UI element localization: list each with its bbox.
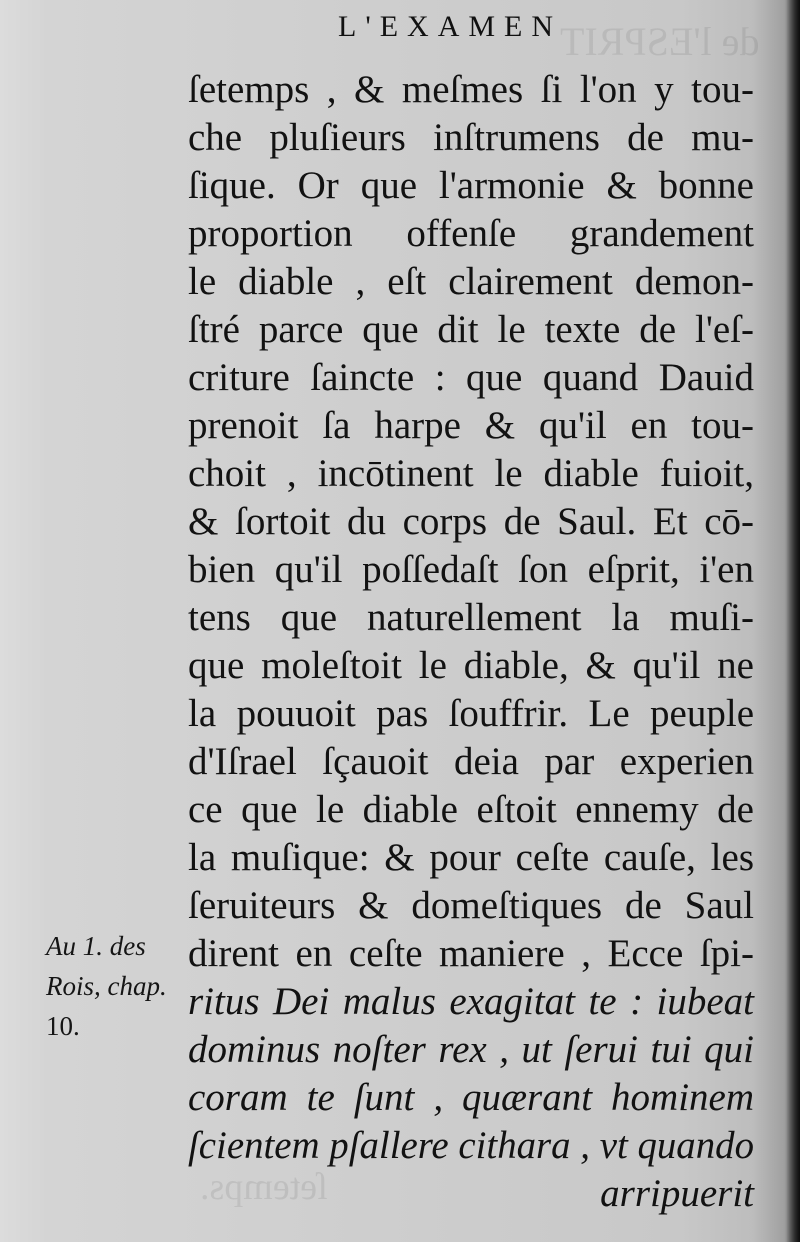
text-line: d'Iſrael ſçauoit deia par experien: [188, 740, 754, 783]
text-line: tens que naturellement la muſi-: [188, 596, 754, 639]
bleed-through-text: de l'ESPRIT: [560, 19, 760, 64]
latin-quote-line: dominus noſter rex , ut ſerui tui qui: [188, 1028, 754, 1071]
text-line: criture ſaincte : que quand Dauid: [188, 356, 754, 399]
text-line: choit , incōtinent le diable fuioit,: [188, 452, 754, 495]
body-text: [188, 66, 754, 1218]
text-line: & ſortoit du corps de Saul. Et cō-: [188, 500, 754, 543]
text-line: bien qu'il poſſedaſt ſon eſprit, i'en: [188, 548, 754, 591]
text-line: ſetemps , & meſmes ſi l'on y tou-: [188, 68, 754, 111]
text-line: dirent en ceſte maniere , Ecce ſpi-: [188, 932, 754, 975]
margin-note-line: 10.: [46, 1011, 80, 1041]
text-line: prenoit ſa harpe & qu'il en tou-: [188, 404, 754, 447]
margin-note-line: Au 1. des: [46, 931, 146, 961]
catchword: arripuerit: [600, 1172, 754, 1215]
running-head: L'EXAMEN: [338, 10, 563, 43]
latin-quote-line: ritus Dei malus exagitat te : iubeat: [188, 980, 754, 1023]
text-line: ſtré parce que dit le texte de l'eſ-: [188, 308, 754, 351]
text-line: ſeruiteurs & domeſtiques de Saul: [188, 884, 754, 927]
page-edge-shadow: [786, 0, 800, 1242]
margin-note-line: Rois, chap.: [46, 971, 167, 1001]
text-line: ce que le diable eſtoit ennemy de: [188, 788, 754, 831]
text-line: que moleſtoit le diable, & qu'il ne: [188, 644, 754, 687]
text-line: ſique. Or que l'armonie & bonne: [188, 164, 754, 207]
latin-quote-line: ſcientem pſallere cithara , vt quando: [188, 1124, 754, 1167]
text-line: la pouuoit pas ſouffrir. Le peuple: [188, 692, 754, 735]
bleed-through-text: ſetemps.: [200, 1166, 328, 1208]
text-line: le diable , eſt clairement demon-: [188, 260, 754, 303]
margin-note: [46, 926, 186, 1046]
latin-quote-line: coram te ſunt , quærant hominem: [188, 1076, 754, 1119]
text-line: la muſique: & pour ceſte cauſe, les: [188, 836, 754, 879]
text-line: che pluſieurs inſtrumens de mu-: [188, 116, 754, 159]
text-line: proportion offenſe grandement: [188, 212, 754, 255]
